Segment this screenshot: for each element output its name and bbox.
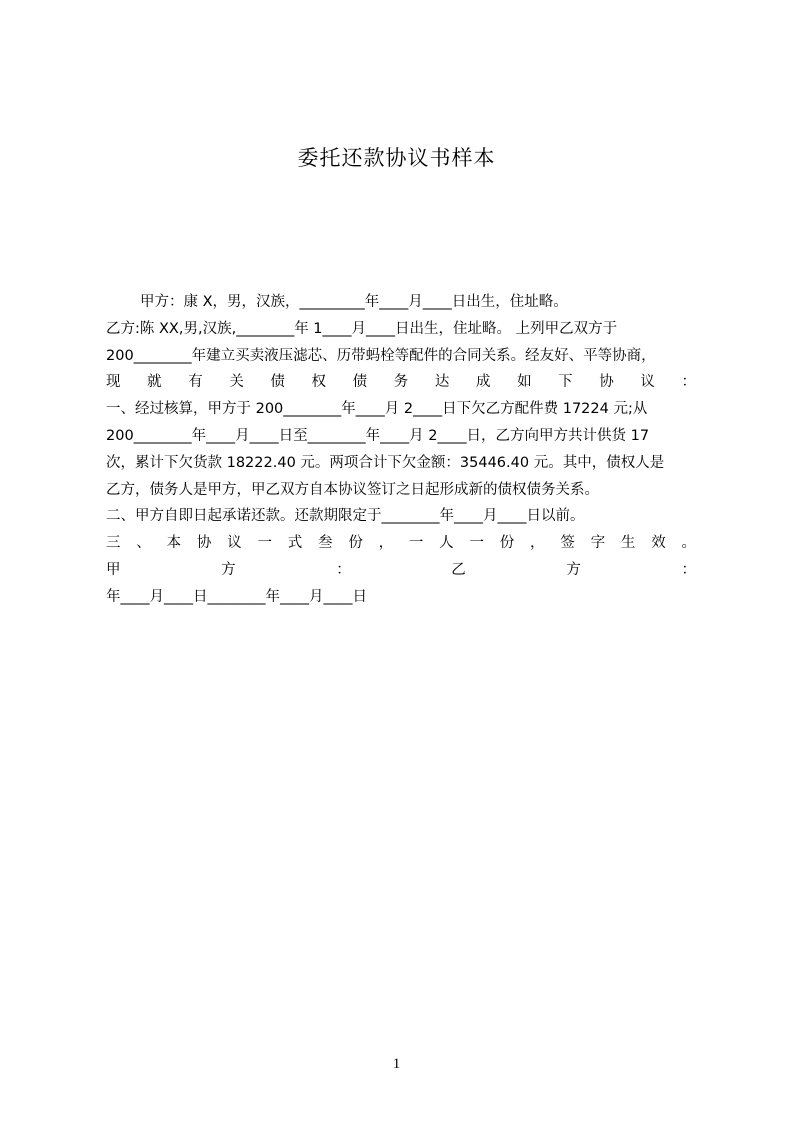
- clause-1-line-4: 乙方，债务人是甲方，甲乙双方自本协议签订之日起形成新的债权债务关系。: [106, 481, 599, 498]
- page-number: 1: [392, 1056, 401, 1072]
- contract-relation-line: 200________年建立买卖液压滤芯、历带蚂栓等配件的合同关系。经友好、平等协商，: [106, 347, 656, 364]
- clause-1-line-3: 次，累计下欠货款 18222.40 元。两项合计下欠金额：35446.40 元。其中，债权人是: [106, 454, 665, 471]
- page-title: 委托还款协议书样本: [297, 146, 496, 170]
- clause-2-line: 二、甲方自即日起承诺还款。还款期限定于________年____月____日以前。: [106, 508, 585, 525]
- agreement-intro-line: 现 就 有 关 债 权 债 务 达 成 如 下 协 议 ：: [106, 374, 696, 391]
- agreement-body: [106, 289, 696, 611]
- clause-3-line: 三 、 本 协 议 一 式 叁 份 ， 一 人 一 份 ， 签 字 生 效 。: [106, 535, 696, 552]
- party-b-line: 乙方:陈 XX,男,汉族,________年 1____月____日出生，住址略。 上列甲乙双方于: [106, 320, 618, 337]
- party-a-line: 甲方：康 X，男，汉族，_________年____月____日出生，住址略。: [140, 294, 568, 310]
- clause-1-line-1: 一、经过核算，甲方于 200________年____月 2____日下欠乙方配件费 17224 元;从: [106, 401, 648, 418]
- signature-parties-line: 甲 方 ： 乙 方 ：: [106, 561, 696, 578]
- clause-1-line-2: 200________年____月____日至________年____月 2____日，乙方向甲方共计供货 17: [106, 427, 650, 444]
- signature-date-line: 年____月____日________年____月____日: [106, 588, 367, 605]
